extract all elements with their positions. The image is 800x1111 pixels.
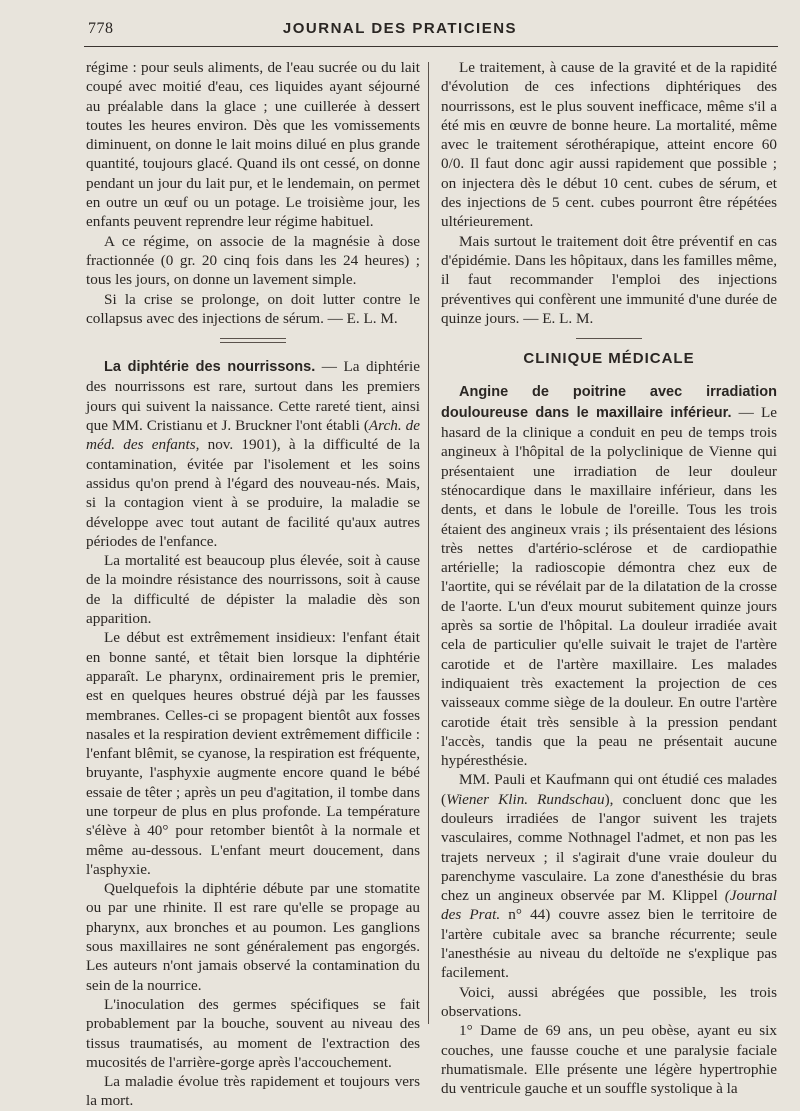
- diphterie-paragraph-2: La mortalité est beaucoup plus élevée, soit à cause de la moindre résistance des nourrissons, soit à cause de la difficulté de dépister la maladie dès son apparition.: [86, 552, 420, 628]
- angine-p2-text-a: MM. Pauli et Kaufmann qui ont étudié ces malades (: [441, 771, 777, 808]
- angine-p2-reference-2: (Journal des Prat.: [441, 887, 777, 924]
- diphterie-text-a: — La diphtérie des nourrissons est rare, surtout dans les premiers jours qui suivent la naissance. Cette rareté tient, ainsi que MM. Cristianu et J. Bruckner l'ont établi (: [86, 358, 421, 435]
- angine-paragraph-1: [441, 382, 777, 770]
- diphterie-paragraph-1: [86, 357, 420, 551]
- angine-title: Angine de poitrine avec irradiation douloureuse dans le maxillaire inférieur.: [441, 384, 777, 421]
- diphterie-text-b: nov. 1901), à la difficulté de la contamination, évitée par l'isolement et les soins assidus qu'on prend à l'égard des nouveau-nés. Mais, si la contagion vient à se produire, la maladie se développe avec tout autant de facilité qu'aux autres périodes de l'enfance.: [86, 436, 420, 550]
- diphterie-paragraph-6: La maladie évolue très rapidement et toujours vers la mort.: [86, 1073, 420, 1110]
- preventif-paragraph: Mais surtout le traitement doit être préventif en cas d'épidémie. Dans les hôpitaux, dans les familles même, il faut recommander l'emploi des injections préventives qui confèrent une immunité d'une durée de quinze jours. — E. L. M.: [441, 232, 777, 327]
- regime-paragraph: régime : pour seuls aliments, de l'eau sucrée ou du lait coupé avec moitié d'eau, ces liquides ayant séjourné au préalable dans la glace ; une cuillerée à dessert toutes les heures environ. Dès que les vomissements diminuent, on donne le lait moins dilué en plus grande quantité, toujours glacé. Quand ils ont cessé, on donne pendant un jour du lait pur, et le lendemain, on permet en outre un œuf ou un potage. Le troisième jour, les enfants peuvent reprendre leur régime habituel.: [86, 59, 420, 231]
- page-number: 778: [88, 20, 114, 37]
- collapsus-paragraph: Si la crise se prolonge, on doit lutter contre le collapsus avec des injections de sérum. — E. L. M.: [86, 290, 420, 327]
- traitement-paragraph: Le traitement, à cause de la gravité et de la rapidité d'évolution de ces infections diphtériques des nourrissons, est le plus souvent inefficace, même s'il a été mis en œuvre de bonne heure. La mortalité, même avec le traitement sérothérapique, atteint encore 60 0/0. Il faut donc agir aussi rapidement que possible ; on injectera dès le début 10 cent. cubes de sérum, et des injections de 5 cent. cubes pourront être répétées ultérieurement.: [441, 59, 777, 231]
- angine-p2-reference: Wiener Klin. Rundschau: [446, 790, 605, 808]
- diphterie-reference: Arch. de méd. des enfants,: [86, 417, 420, 454]
- angine-text: — Le hasard de la clinique a conduit en peu de temps trois angineux à l'hôpital de la polyclinique de Vienne qui présentaient une irradiation de leur douleur sténocardique dans le maxillaire inférieur, dans les dents, et dans le lobule de l'oreille. Tous les trois étaient des angineux vrais ; ils présentaient des lésions très nettes d'artério-sclérose et de cardiopathie artérielle; la radioscopie démontra chez eux de l'aortite, qui se révélait par de la dilatation de la crosse de l'aorte. L'un d'eux mourut subitement quinze jours après sa sortie de l'hôpital. La douleur irradiée avait cela de particulier qu'elle suivait le trajet de l'artère carotide et de l'artère maxillaire. Les malades indiquaient très exactement la projection de ces vaisseaux comme siège de la douleur. En outre l'artère carotide était très sensible à la pression pendant l'accès, tandis que la peau ne présentait aucune hypéresthésie.: [441, 403, 777, 770]
- right-column: [441, 58, 777, 1098]
- diphterie-paragraph-5: L'inoculation des germes spécifiques se fait probablement par la bouche, souvent au niveau des tissus traumatisés, au moment de l'extraction des mucosités de l'arrière-gorge après l'accouchement.: [86, 995, 420, 1071]
- left-column: [86, 58, 420, 1111]
- angine-paragraph-3: Voici, aussi abrégées que possible, les trois observations.: [441, 983, 777, 1020]
- header-rule: [84, 46, 778, 47]
- section-separator: [576, 338, 642, 339]
- angine-p2-text-c: n° 44) couvre assez bien le territoire de l'artère cubitale avec sa branche récurrente; seule l'anesthésie au niveau du deltoïde ne s'explique pas facilement.: [441, 906, 777, 982]
- angine-paragraph-4: 1° Dame de 69 ans, un peu obèse, ayant eu six couches, une fausse couche et une paralysie faciale rhumatismale. Elle présente une légère hypertrophie du ventricule gauche et un souffle systolique à la: [441, 1022, 777, 1098]
- diphterie-title: La diphtérie des nourrissons.: [104, 359, 316, 376]
- column-divider: [428, 62, 429, 1024]
- angine-paragraph-2: [441, 770, 777, 982]
- page-header: [0, 14, 800, 48]
- journal-title: JOURNAL DES PRATICIENS: [282, 20, 518, 37]
- diphterie-paragraph-4: Quelquefois la diphtérie débute par une stomatite ou par une rhinite. Il est rare qu'elle se propage au pharynx, aux bronches et au poumon. Les ganglions sous maxillaires ne sont généralement pas engorgés. Les auteurs n'ont jamais observé la contamination du sein de la nourrice.: [86, 880, 420, 994]
- angine-p2-text-b: ), concluent donc que les douleurs irradiées de l'angor suivent les trajets vasculaires, comme Nothnagel l'admet, et non pas les trajets nerveux ; il s'agirait d'une vraie douleur du parenchyme vasculaire. La zone d'anesthésie du bras chez un angineux observée par M. Klippel: [441, 790, 777, 905]
- magnesie-paragraph: A ce régime, on associe de la magnésie à dose fractionnée (0 gr. 20 cinq fois dans les 24 heures) ; tous les jours, on donne un lavement simple.: [86, 232, 420, 289]
- article-separator: [220, 338, 286, 343]
- section-heading: CLINIQUE MÉDICALE: [523, 350, 695, 368]
- diphterie-paragraph-3: Le début est extrêmement insidieux: l'enfant était en bonne santé, et têtait bien lorsque la diphtérie apparaît. Le pharynx, ordinairement pris le premier, est en quelques heures obstrué déjà par les fausses membranes. Celles-ci se propagent bientôt aux fosses nasales et la respiration devient extrêmement difficile : l'enfant blêmit, se cyanose, la respiration est fréquente, bruyante, l'asphyxie augmente encore quand le bébé essaie de têter ; après un peu d'agitation, il tombe dans une torpeur de plus en plus profonde. La température s'élève à 40° pour retomber bientôt à la normale et même au-dessous. L'enfant meurt doucement, dans l'asphyxie.: [86, 629, 420, 878]
